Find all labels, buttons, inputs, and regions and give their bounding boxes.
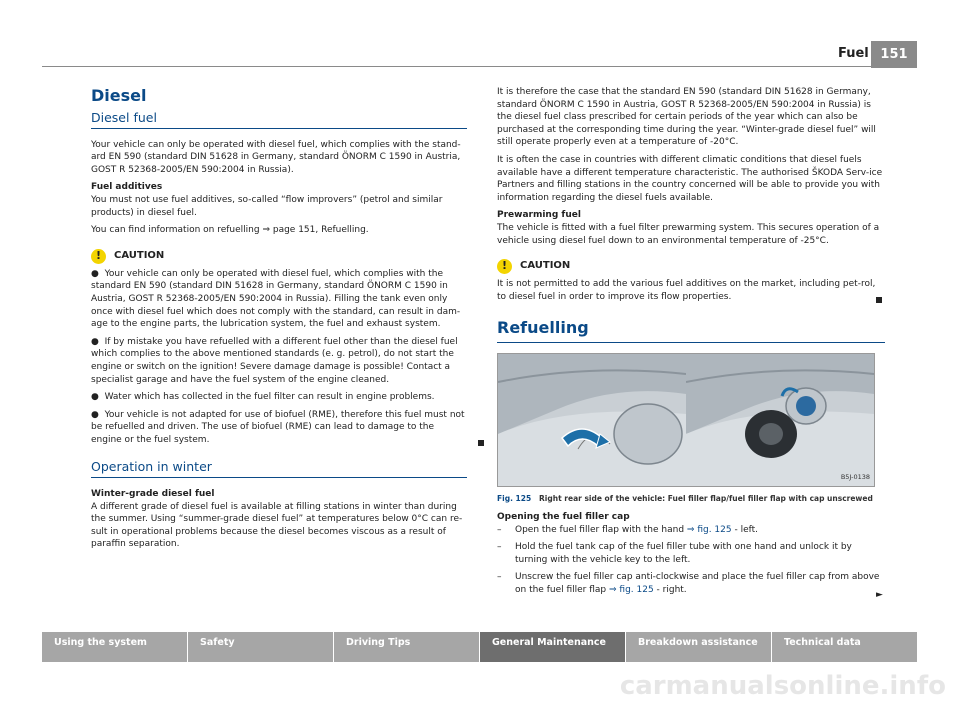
caution-bullet: ● Water which has collected in the fuel filter can result in engine problems. [91,392,435,403]
section-title-diesel: Diesel [91,86,147,105]
chapter-tab-bar [42,632,918,662]
caution-label: CAUTION [114,249,165,261]
caution-label: CAUTION [520,260,571,272]
end-of-section-mark [876,297,882,303]
running-header-title: Fuel [838,46,869,61]
prewarming-title: Prewarming fuel [497,210,581,221]
figure-code: B5J-0138 [840,472,870,481]
caution-bullet: ● Your vehicle is not adapted for use of biofuel (RME), therefore this fuel must not be refuelled and driven. The use of biofuel (RME) can lead to damage to the engine or the fuel system. [91,409,465,445]
tab-general-maintenance[interactable]: General Maintenance [480,632,626,662]
figure-link[interactable]: ⇒ fig. 125 [686,524,732,535]
fuel-filler-cap-unscrewed-image [686,354,874,486]
caution-icon: ! [497,259,512,274]
caution-bullet: ● If by mistake you have refuelled with a different fuel other than the diesel fuel which complies to the above mentioned standards (e. g. petrol), do not start the engine or switch on the ignition! Severe damage damage is possible! Contact a specialist garage and have the fuel system of the engine cleaned. [91,336,458,385]
fuel-additives-title: Fuel additives [91,182,163,193]
figure-link[interactable]: ⇒ fig. 125 [609,584,654,595]
winter-fuel-title: Winter-grade diesel fuel [91,489,215,500]
section-title-refuelling: Refuelling [497,318,885,343]
subsection-title-winter: Operation in winter [91,461,467,478]
svg-text:carmanualsonline.info: carmanualsonline.info [619,671,946,701]
list-item: – Unscrew the fuel filler cap anti-clockwise and place the fuel filler cap from above on the fuel filler flap ⇒ fig. 125 - right. [497,572,880,595]
tab-technical-data[interactable]: Technical data [772,632,918,662]
list-item: – Hold the fuel tank cap of the fuel filler tube with one hand and unlock it by turning with the vehicle key to the left. [497,542,852,565]
tab-driving-tips[interactable]: Driving Tips [334,632,480,662]
list-item: – Open the fuel filler flap with the hand ⇒ fig. 125 - left. [497,524,759,535]
right-column [497,86,885,601]
header-rule [42,66,871,67]
opening-title: Opening the fuel filler cap [497,511,630,522]
tab-breakdown-assistance[interactable]: Breakdown assistance [626,632,772,662]
caution-text: It is not permitted to add the various fuel additives on the market, including pet-rol, to diesel fuel in order to improve its flow properties. [497,279,876,302]
fuel-filler-flap-closed-image [498,354,686,486]
tab-safety[interactable]: Safety [188,632,334,662]
intro-paragraph: Your vehicle can only be operated with diesel fuel, which complies with the stand-ard EN 590 (standard DIN 51628 in Germany, standard ÖNORM C 1590 in Austria, GOST R 52368-2005/EN 590:2004 in Russia). [91,139,461,175]
caution-heading [497,259,885,274]
fuel-cap-icon [796,396,816,416]
figure-fuel-filler [497,353,875,487]
winter-standard-paragraph: It is therefore the case that the standard EN 590 (standard DIN 51628 in Germany, standard ÖNORM C 1590 in Austria, GOST R 52368-2005/EN 590:2004 in Russia) is the diesel fuel class prescribed for certain periods of the year which can also be purchased at the corresponding time during the year. “Winter-grade diesel fuel” will still operate properly even at a temperature of -20°C. [497,87,876,148]
subsection-title-diesel-fuel: Diesel fuel [91,112,467,129]
caution-bullet: ● Your vehicle can only be operated with diesel fuel, which complies with the standard EN 590 (standard DIN 51628 in Germany, standard ÖNORM C 1590 in Austria, GOST R 52368-2005/EN 590:2004 in Russia). Filling the tank even only once with diesel fuel which does not comply with the standard, can result in dam-age to the engine parts, the lubrication system, the fuel and exhaust system. [91,268,461,330]
watermark [0,662,960,703]
winter-fuel-text: A different grade of diesel fuel is available at filling stations in winter than during the summer. Using “summer-grade diesel fuel” at temperatures below 0°C can re-sult in operational problems because the diesel becomes viscous as a result of paraffin separation. [91,501,463,550]
refuelling-reference: You can find information on refuelling ⇒ page 151, Refuelling. [91,225,369,236]
prewarming-text: The vehicle is fitted with a fuel filter prewarming system. This secures operation of a vehicle using diesel fuel down to an environmental temperature of -25°C. [497,222,880,246]
tab-using-the-system[interactable]: Using the system [42,632,188,662]
end-of-section-mark [478,440,484,446]
fuel-additives-text: You must not use fuel additives, so-called “flow improvers” (petrol and similar products) in diesel fuel. [91,194,443,218]
left-column [91,86,467,556]
caution-heading [91,249,467,264]
continue-arrow-icon: ► [876,590,883,600]
page-number: 151 [871,41,917,68]
figure-caption: Fig. 125 Right rear side of the vehicle: Fuel filler flap/fuel filler flap with cap unscrewed [497,494,873,504]
caution-icon: ! [91,249,106,264]
climate-paragraph: It is often the case in countries with different climatic conditions that diesel fuels available have a different temperature characteristic. The authorised ŠKODA Serv-ice Partners and filling stations in the country concerned will be able to provide you with information regarding the diesel fuels available. [497,154,883,203]
